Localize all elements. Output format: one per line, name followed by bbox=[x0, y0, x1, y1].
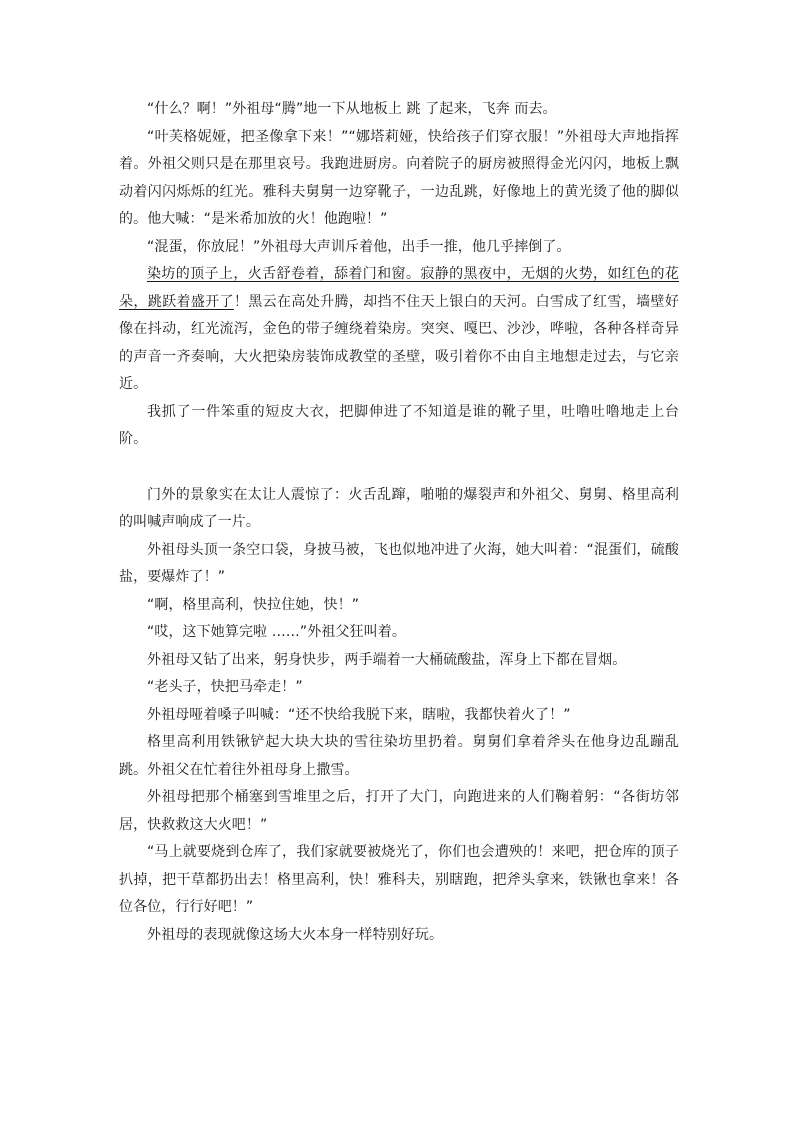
paragraph: “哎，这下她算完啦 ……”外祖父狂叫着。 bbox=[147, 624, 406, 640]
paragraph: 外祖母又钻了出来，躬身快步，两手端着一大桶硫酸盐，浑身上下都在冒烟。 bbox=[147, 651, 627, 668]
paragraph: 门外的景象实在太让人震惊了：火舌乱蹿，啪啪的爆裂声和外祖父、舅舅、格里高利的叫喊声响成了一片。 bbox=[119, 486, 679, 530]
paragraph: “什么？啊！”外祖母“腾”地一下从地板上 跳 了起来，飞奔 而去。 bbox=[147, 101, 557, 117]
paragraph: 外祖母把那个桶塞到雪堆里之后，打开了大门，向跑进来的人们鞠着躬：“各街坊邻居，快救救这大火吧！” bbox=[119, 789, 679, 833]
paragraph: 外祖母头顶一条空口袋，身披马被，飞也似地冲进了火海，她大叫着：“混蛋们，硫酸盐，要爆炸了！” bbox=[119, 541, 679, 585]
underlined-sentence: 染坊的顶子上，火舌舒卷着，舔着门和窗。寂静的黑夜中，无烟的火势，如红色的花朵，跳跃着盛开了 bbox=[119, 266, 679, 310]
paragraph: 外祖母的表现就像这场大火本身一样特别好玩。 bbox=[147, 926, 444, 943]
document-page bbox=[119, 96, 679, 949]
paragraph: “马上就要烧到仓库了，我们家就要被烧光了，你们也会遭殃的！来吧，把仓库的顶子扒掉，把干草都扔出去！格里高利，快！雅科夫，别瞎跑，把斧头拿来，铁锹也拿来！各位各位，行行好吧！” bbox=[119, 844, 679, 915]
paragraph: 格里高利用铁锹铲起大块大块的雪往染坊里扔着。舅舅们拿着斧头在他身边乱蹦乱跳。外祖父在忙着往外祖母身上撒雪。 bbox=[119, 734, 679, 778]
paragraph: “混蛋，你放屁！”外祖母大声训斥着他，出手一推，他几乎摔倒了。 bbox=[147, 238, 571, 255]
paragraph: “啊，格里高利，快拉住她，快！” bbox=[147, 596, 360, 613]
fire-paragraph bbox=[119, 261, 679, 399]
paragraph: 外祖母哑着嗓子叫喊：“还不快给我脱下来，瞎啦，我都快着火了！” bbox=[147, 706, 571, 723]
paragraph: “叶芙格妮娅，把圣像拿下来！”“娜塔莉娅，快给孩子们穿衣服！”外祖母大声地指挥着。外祖父则只是在那里哀号。我跑进厨房。向着院子的厨房被照得金光闪闪，地板上飘动着闪闪烁烁的红光。雅科夫舅舅一边穿靴子，一边乱跳，好像地上的黄光烫了他的脚似的。他大喊：“是米希加放的火！他跑啦！” bbox=[119, 128, 679, 227]
paragraph: “老头子，快把马牵走！” bbox=[147, 679, 303, 695]
paragraph-rest: ！黑云在高处升腾，却挡不住天上银白的天河。白雪成了红雪，墙壁好像在抖动，红光流泻，金色的带子缠绕着染房。突突、嘎巴、沙沙，哗啦，各种各样奇异的声音一齐奏响，大火把染房装饰成教堂的圣壁，吸引着你不由自主地想走过去，与它亲近。 bbox=[119, 293, 679, 392]
paragraph: 我抓了一件笨重的短皮大衣，把脚伸进了不知道是谁的靴子里，吐噜吐噜地走上台阶。 bbox=[119, 403, 679, 447]
